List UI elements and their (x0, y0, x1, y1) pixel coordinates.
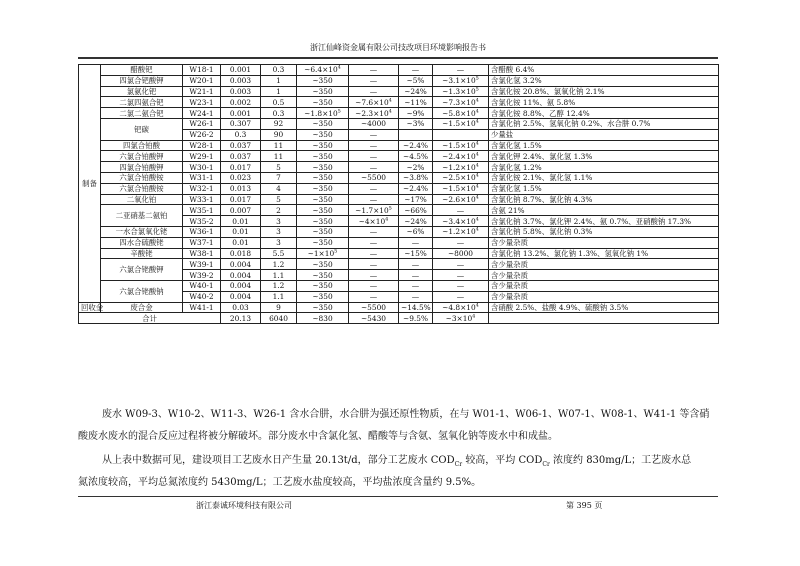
wastewater-code-cell: W24-1 (183, 108, 221, 119)
value-cell: — (349, 270, 399, 281)
value-cell: — (433, 205, 489, 216)
value-cell: 90 (261, 129, 297, 140)
total-remark (489, 313, 719, 324)
value-cell: 0.01 (221, 237, 261, 248)
product-name-cell: 氯氨化钯 (101, 86, 183, 97)
value-cell: 0.5 (261, 97, 297, 108)
total-value: 20.13 (221, 313, 261, 324)
value-cell (433, 108, 489, 119)
value-cell-value: ~1×10 (307, 248, 335, 258)
remark-cell: 含氯化铵 20.8%、氯氧化钠 2.1% (489, 86, 719, 97)
value-cell: 0.01 (221, 226, 261, 237)
value-cell: — (349, 259, 399, 270)
value-cell-value: ~2.5×10 (442, 173, 476, 183)
value-cell: ~2.4% (399, 140, 433, 151)
total-value (433, 313, 489, 324)
value-cell: 1 (261, 75, 297, 86)
value-cell (297, 108, 349, 119)
value-cell: — (349, 75, 399, 86)
value-cell: ~15% (399, 248, 433, 259)
value-cell (349, 216, 399, 227)
wastewater-code-cell: W26-2 (183, 129, 221, 140)
remark-cell: 含少量杂质 (489, 270, 719, 281)
value-cell: — (349, 280, 399, 291)
value-cell: 3 (261, 226, 297, 237)
value-cell-value: ~3.1×10 (442, 76, 476, 86)
value-cell-exponent: 4 (475, 216, 479, 223)
table-row (79, 226, 719, 237)
wastewater-code-cell: W35-1 (183, 205, 221, 216)
value-cell: 0.3 (261, 65, 297, 76)
product-name-cell: 四氯合铂酸 (101, 140, 183, 151)
wastewater-code-cell: W33-1 (183, 194, 221, 205)
page-header: 浙江仙峰资金属有限公司技改项目环境影响报告书 (78, 42, 718, 58)
section-cell: 回收金 (79, 302, 101, 313)
value-cell: — (349, 162, 399, 173)
wastewater-code-cell: W39-1 (183, 259, 221, 270)
value-cell-value: ~3.4×10 (442, 216, 476, 226)
wastewater-code-cell: W30-1 (183, 162, 221, 173)
table-row (79, 183, 719, 194)
value-cell: 0.037 (221, 140, 261, 151)
value-cell: — (399, 259, 433, 270)
value-cell-value: ~2.6×10 (442, 194, 476, 204)
remark-cell: 含氯化氢 1.5% (489, 140, 719, 151)
product-name-cell: 四氯合钯酸钾 (101, 75, 183, 86)
value-cell: ~350 (297, 205, 349, 216)
wastewater-code-cell: W31-1 (183, 172, 221, 183)
value-cell: — (399, 291, 433, 302)
value-cell: 11 (261, 151, 297, 162)
footer-page-number: 第 395 页 (566, 501, 603, 510)
value-cell (297, 248, 349, 259)
paragraph-2-line-1: 从上表中数据可见，建设项目工艺废水日产生量 20.13t/d，部分工艺废水 $COD_{Cr}$ 较高，平均 $COD_{Cr}$ 浓度约 830mg/L；工艺废水总 (102, 455, 692, 468)
value-cell: 0.004 (221, 291, 261, 302)
value-cell: ~350 (297, 194, 349, 205)
value-cell-exponent: 4 (475, 97, 479, 104)
value-cell: 0.3 (221, 129, 261, 140)
value-cell-value: ~1.3×10 (442, 86, 476, 96)
value-cell: 3 (261, 216, 297, 227)
value-cell: 0.007 (221, 205, 261, 216)
value-cell: ~9% (399, 108, 433, 119)
value-cell: 0.037 (221, 151, 261, 162)
value-cell (349, 108, 399, 119)
value-cell-value: ~2.3×10 (355, 108, 389, 118)
footer-rule (78, 496, 718, 497)
remark-cell: 含氯化氢 3.2% (489, 75, 719, 86)
value-cell: ~350 (297, 140, 349, 151)
value-cell (433, 162, 489, 173)
wastewater-table (78, 64, 719, 324)
value-cell: ~2% (399, 162, 433, 173)
product-name-cell: 六氯合铂酸铵 (101, 183, 183, 194)
remark-cell: 含硝酸 2.5%、盐酸 4.9%、硫酸钠 3.5% (489, 302, 719, 313)
remark-cell: 含氯化氢 1.2% (489, 162, 719, 173)
remark-cell: 含氯化钠 5.8%、氯化钠 0.3% (489, 226, 719, 237)
value-cell: — (349, 226, 399, 237)
value-cell-value: ~6.4×10 (304, 65, 338, 75)
header-rule (78, 58, 718, 59)
value-cell: 0.307 (221, 118, 261, 129)
table-row (79, 140, 719, 151)
product-name-cell: 二亚硝基二氨铂 (101, 205, 183, 227)
value-cell: — (433, 65, 489, 76)
value-cell-exponent: 4 (475, 302, 479, 309)
footer-company: 浙江泰诚环境科技有限公司 (196, 501, 292, 510)
value-cell: ~11% (399, 97, 433, 108)
product-name-cell: 二氯二氨合钯 (101, 108, 183, 119)
value-cell (433, 172, 489, 183)
value-cell: 92 (261, 118, 297, 129)
remark-cell: 含氯化钠 13.2%、氯化钠 1.3%、氢氧化钠 1% (489, 248, 719, 259)
value-cell-exponent: 4 (388, 108, 392, 115)
value-cell: ~5% (399, 75, 433, 86)
wastewater-code-cell: W37-1 (183, 237, 221, 248)
value-cell (433, 183, 489, 194)
wastewater-code-cell: W40-2 (183, 291, 221, 302)
value-cell-exponent: 4 (475, 118, 479, 125)
value-cell: 0.3 (261, 108, 297, 119)
product-name-cell: 四水合硫酸铑 (101, 237, 183, 248)
value-cell: — (349, 86, 399, 97)
value-cell: ~350 (297, 162, 349, 173)
value-cell: 0.018 (221, 248, 261, 259)
value-cell: 3 (261, 237, 297, 248)
value-cell: 0.01 (221, 216, 261, 227)
value-cell: ~350 (297, 226, 349, 237)
paragraph-1-line-2: 酸废水废水的混合反应过程将被分解破坏。部分废水中含氯化氢、醋酸等与含氨、氢氧化钠等废水中和成盐。 (78, 431, 558, 442)
table-row (79, 205, 719, 216)
total-value-exponent: 4 (472, 313, 476, 320)
wastewater-code-cell: W40-1 (183, 280, 221, 291)
value-cell: ~350 (297, 216, 349, 227)
value-cell: 0.004 (221, 280, 261, 291)
value-cell: 7 (261, 172, 297, 183)
table-row (79, 237, 719, 248)
value-cell: — (399, 65, 433, 76)
remark-cell: 含氨 21% (489, 205, 719, 216)
value-cell: ~24% (399, 216, 433, 227)
table-row (79, 162, 719, 173)
value-cell: — (433, 259, 489, 270)
wastewater-code-cell: W32-1 (183, 183, 221, 194)
product-name-cell: 四氯合铂酸钾 (101, 162, 183, 173)
product-name-cell: 废合金 (101, 302, 183, 313)
value-cell: ~17% (399, 194, 433, 205)
paragraph-2-line-2: 氮浓度较高，平均总氮浓度约 5430mg/L；工艺废水盐度较高，平均盐浓度含量约 9.5%。 (78, 477, 482, 488)
value-cell (433, 226, 489, 237)
value-cell-exponent: 4 (475, 162, 479, 169)
value-cell: ~3.8% (399, 172, 433, 183)
remark-cell: 含氯化铵 2.1%、氯化氢 1.1% (489, 172, 719, 183)
value-cell: — (399, 270, 433, 281)
value-cell-value: ~4.8×10 (442, 302, 476, 312)
value-cell: ~8000 (433, 248, 489, 259)
value-cell: ~3% (399, 118, 433, 129)
value-cell: — (349, 291, 399, 302)
value-cell (433, 97, 489, 108)
value-cell: 9 (261, 302, 297, 313)
value-cell: — (349, 140, 399, 151)
value-cell: — (349, 151, 399, 162)
value-cell: ~350 (297, 118, 349, 129)
value-cell: 0.004 (221, 259, 261, 270)
value-cell-value: ~2.4×10 (442, 151, 476, 161)
table-row (79, 248, 719, 259)
wastewater-code-cell: W41-1 (183, 302, 221, 313)
value-cell (349, 97, 399, 108)
value-cell-exponent: 4 (475, 172, 479, 179)
product-name-cell: 二氧化铂 (101, 194, 183, 205)
wastewater-code-cell: W29-1 (183, 151, 221, 162)
table-row (79, 302, 719, 313)
table-row (79, 75, 719, 86)
table-row (79, 172, 719, 183)
value-cell: — (349, 194, 399, 205)
value-cell-value: ~1.7×10 (355, 205, 389, 215)
wastewater-code-cell: W20-1 (183, 75, 221, 86)
value-cell: ~66% (399, 205, 433, 216)
value-cell: 0.017 (221, 194, 261, 205)
value-cell (433, 118, 489, 129)
value-cell: 0.003 (221, 86, 261, 97)
wastewater-code-cell: W21-1 (183, 86, 221, 97)
value-cell: 0.001 (221, 65, 261, 76)
value-cell-value: ~7.3×10 (442, 97, 476, 107)
product-name-cell: 醋酸钯 (101, 65, 183, 76)
remark-cell: 含氯化铵 8.8%、乙醇 12.4% (489, 108, 719, 119)
value-cell: ~4000 (349, 118, 399, 129)
value-cell: ~350 (297, 97, 349, 108)
value-cell: 0.013 (221, 183, 261, 194)
value-cell (433, 75, 489, 86)
value-cell: 2 (261, 205, 297, 216)
value-cell (433, 129, 489, 140)
value-cell: — (433, 237, 489, 248)
value-cell (399, 129, 433, 140)
remark-cell: 含少量杂质 (489, 237, 719, 248)
value-cell-exponent: 4 (337, 64, 341, 71)
table-row (79, 65, 719, 76)
remark-cell: 含氯化钠 8.7%、氯化钠 4.3% (489, 194, 719, 205)
value-cell: — (399, 237, 433, 248)
value-cell: 5 (261, 162, 297, 173)
wastewater-code-cell: W18-1 (183, 65, 221, 76)
remark-cell: 含氯化铵 11%、氨 5.8% (489, 97, 719, 108)
value-cell-exponent: 4 (385, 216, 389, 223)
remark-cell: 含氯化钠 3.7%、氯化钾 2.4%、氨 0.7%、亚硝酸钠 17.3% (489, 216, 719, 227)
total-value: 6040 (261, 313, 297, 324)
value-cell: 5.5 (261, 248, 297, 259)
value-cell: — (433, 280, 489, 291)
product-name-cell: 六氯合铑酸钠 (101, 280, 183, 302)
total-value: ~5430 (349, 313, 399, 324)
value-cell-value: ~1.5×10 (442, 140, 476, 150)
value-cell (433, 140, 489, 151)
value-cell: — (433, 270, 489, 281)
value-cell: — (433, 291, 489, 302)
value-cell-exponent: 4 (475, 183, 479, 190)
value-cell: — (349, 248, 399, 259)
value-cell-exponent: 4 (388, 97, 392, 104)
value-cell: ~350 (297, 75, 349, 86)
value-cell: ~4.5% (399, 151, 433, 162)
value-cell: ~350 (297, 172, 349, 183)
value-cell: — (399, 280, 433, 291)
table-row (79, 118, 719, 129)
total-row (79, 313, 719, 324)
value-cell-exponent: 5 (337, 108, 341, 115)
value-cell-exponent: 4 (475, 151, 479, 158)
wastewater-code-cell: W38-1 (183, 248, 221, 259)
remark-cell: 少量盐 (489, 129, 719, 140)
value-cell (297, 65, 349, 76)
remark-cell: 含少量杂质 (489, 291, 719, 302)
total-value: ~830 (297, 313, 349, 324)
value-cell-value: ~1.5×10 (442, 184, 476, 194)
value-cell: 11 (261, 140, 297, 151)
remark-cell: 含氯化氢 1.5% (489, 183, 719, 194)
value-cell: 0.03 (221, 302, 261, 313)
product-name-cell: 二氯四氨合钯 (101, 97, 183, 108)
value-cell-value: ~7.6×10 (355, 97, 389, 107)
value-cell-exponent: 5 (334, 248, 338, 255)
product-name-cell: 辛酸铑 (101, 248, 183, 259)
value-cell-exponent: 5 (388, 205, 392, 212)
product-name-cell: 钯碳 (101, 118, 183, 140)
value-cell: 5 (261, 194, 297, 205)
remark-cell: 含少量杂质 (489, 280, 719, 291)
remark-cell: 含醋酸 6.4% (489, 65, 719, 76)
table-row (79, 97, 719, 108)
table-row (79, 259, 719, 270)
value-cell-value: ~1.5×10 (442, 119, 476, 129)
value-cell-exponent: 4 (475, 194, 479, 201)
value-cell-exponent: 4 (475, 108, 479, 115)
product-name-cell: 六氯合铂酸铵 (101, 172, 183, 183)
value-cell-exponent: 5 (475, 75, 479, 82)
value-cell: — (349, 183, 399, 194)
value-cell (349, 205, 399, 216)
product-name-cell: 六氯合铑酸钾 (101, 259, 183, 281)
value-cell: 0.001 (221, 108, 261, 119)
value-cell: — (349, 129, 399, 140)
value-cell-value: ~4×10 (358, 216, 386, 226)
value-cell-exponent: 4 (475, 140, 479, 147)
value-cell: 1.1 (261, 270, 297, 281)
value-cell: 0.023 (221, 172, 261, 183)
value-cell: 0.003 (221, 75, 261, 86)
value-cell: ~350 (297, 280, 349, 291)
value-cell: ~350 (297, 259, 349, 270)
value-cell: ~14.5% (399, 302, 433, 313)
remark-cell: 含少量杂质 (489, 259, 719, 270)
wastewater-code-cell: W23-1 (183, 97, 221, 108)
value-cell-value: ~1.8×10 (304, 108, 338, 118)
value-cell: ~350 (297, 86, 349, 97)
wastewater-code-cell: W39-2 (183, 270, 221, 281)
table-row (79, 194, 719, 205)
value-cell-value: ~1.2×10 (442, 227, 476, 237)
value-cell: — (349, 65, 399, 76)
value-cell-value: ~5.8×10 (442, 108, 476, 118)
value-cell: ~5500 (349, 172, 399, 183)
value-cell: ~350 (297, 237, 349, 248)
value-cell: ~350 (297, 270, 349, 281)
value-cell (433, 302, 489, 313)
value-cell: 4 (261, 183, 297, 194)
remark-cell: 含氯化钠 2.5%、氢氧化钠 0.2%、水合肼 0.7% (489, 118, 719, 129)
wastewater-code-cell: W26-1 (183, 118, 221, 129)
value-cell: 0.004 (221, 270, 261, 281)
total-value-value: ~3×10 (445, 313, 473, 323)
value-cell: 1 (261, 86, 297, 97)
value-cell: ~2.4% (399, 183, 433, 194)
table-row (79, 86, 719, 97)
value-cell: 1.1 (261, 291, 297, 302)
value-cell: 0.017 (221, 162, 261, 173)
value-cell (433, 216, 489, 227)
value-cell-value: ~1.2×10 (442, 162, 476, 172)
table-row (79, 108, 719, 119)
wastewater-code-cell: W28-1 (183, 140, 221, 151)
remark-cell: 含氯化钾 2.4%、氯化氢 1.3% (489, 151, 719, 162)
value-cell: ~350 (297, 151, 349, 162)
value-cell-exponent: 4 (475, 226, 479, 233)
table-row (79, 151, 719, 162)
value-cell: ~24% (399, 86, 433, 97)
paragraph-1-line-1: 废水 W09-3、W10-2、W11-3、W26-1 含水合肼，水合肼为强还原性物质，在与 W01-1、W06-1、W07-1、W08-1、W41-1 等含硝 (102, 409, 710, 420)
product-name-cell: 六氯合铂酸钾 (101, 151, 183, 162)
value-cell: 0.002 (221, 97, 261, 108)
total-value: ~9.5% (399, 313, 433, 324)
value-cell (433, 86, 489, 97)
table-row (79, 280, 719, 291)
value-cell: ~6% (399, 226, 433, 237)
value-cell-exponent: 5 (475, 86, 479, 93)
value-cell: ~350 (297, 183, 349, 194)
total-label: 合计 (79, 313, 221, 324)
value-cell: ~350 (297, 302, 349, 313)
value-cell: ~350 (297, 129, 349, 140)
value-cell: ~350 (297, 291, 349, 302)
value-cell (433, 151, 489, 162)
product-name-cell: 一水合氯氧化铑 (101, 226, 183, 237)
value-cell: ~5500 (349, 302, 399, 313)
value-cell: 1.2 (261, 280, 297, 291)
value-cell: — (349, 237, 399, 248)
wastewater-code-cell: W35-2 (183, 216, 221, 227)
wastewater-code-cell: W36-1 (183, 226, 221, 237)
value-cell: 1.2 (261, 259, 297, 270)
section-cell: 制备 (79, 65, 101, 303)
value-cell (433, 194, 489, 205)
